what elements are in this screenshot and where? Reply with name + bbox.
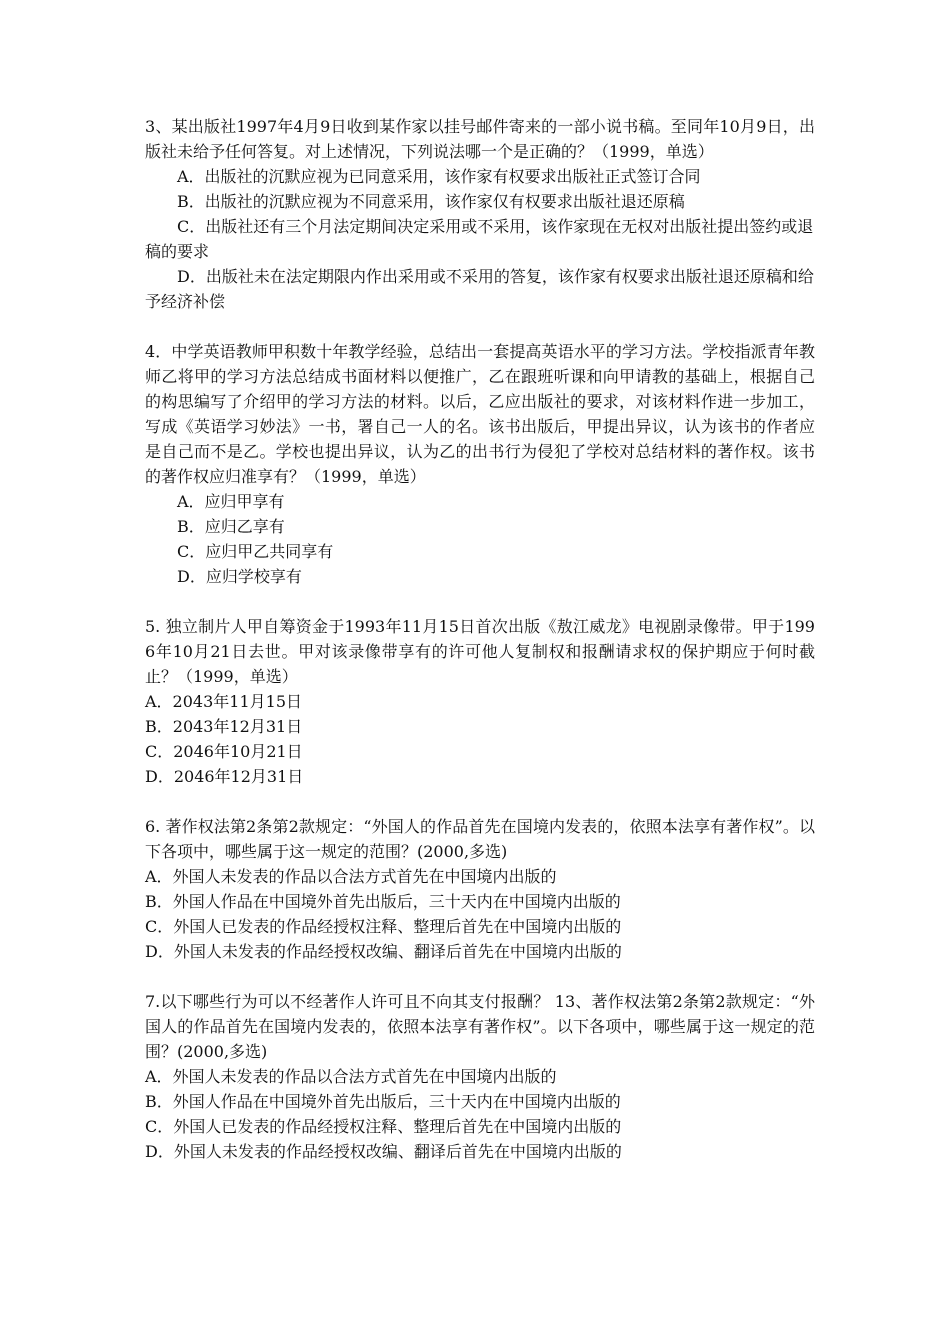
option-d: D．2046年12月31日 bbox=[145, 767, 304, 786]
option-a: A．应归甲享有 bbox=[177, 492, 285, 511]
option-a: A．外国人未发表的作品以合法方式首先在中国境内出版的 bbox=[145, 867, 557, 886]
question-6 bbox=[145, 814, 815, 964]
option-c: C．出版社还有三个月法定期间决定采用或不采用，该作家现在无权对出版社提出签约或退稿的要求 bbox=[145, 217, 814, 261]
option-b: B．应归乙享有 bbox=[177, 517, 285, 536]
document-body bbox=[145, 114, 815, 1189]
question-5 bbox=[145, 614, 815, 789]
question-3 bbox=[145, 114, 815, 314]
option-d: D．出版社未在法定期限内作出采用或不采用的答复，该作家有权要求出版社退还原稿和给予经济补偿 bbox=[145, 267, 814, 311]
question-stem: 6. 著作权法第2条第2款规定：“外国人的作品首先在国境内发表的，依照本法享有著作权”。以下各项中，哪些属于这一规定的范围？(2000,多选) bbox=[145, 817, 815, 861]
question-stem: 4．中学英语教师甲积数十年教学经验，总结出一套提高英语水平的学习方法。学校指派青年教师乙将甲的学习方法总结成书面材料以便推广，乙在跟班听课和向甲请教的基础上，根据自己的构思编写了介绍甲的学习方法的材料。以后，乙应出版社的要求，对该材料作进一步加工，写成《英语学习妙法》一书，署自己一人的名。该书出版后，甲提出异议，认为该书的作者应是自己而不是乙。学校也提出异议，认为乙的出书行为侵犯了学校对总结材料的著作权。该书的著作权应归准享有？（1999，单选） bbox=[145, 342, 815, 486]
option-c: C．外国人已发表的作品经授权注释、整理后首先在中国境内出版的 bbox=[145, 1117, 622, 1136]
option-c: C．外国人已发表的作品经授权注释、整理后首先在中国境内出版的 bbox=[145, 917, 622, 936]
option-a: A．2043年11月15日 bbox=[145, 692, 302, 711]
question-stem: 7.以下哪些行为可以不经著作人许可且不向其支付报酬？ 13、著作权法第2条第2款规定：“外国人的作品首先在国境内发表的，依照本法享有著作权”。以下各项中，哪些属于这一规定的范围？(2000,多选) bbox=[145, 992, 815, 1061]
option-d: D．应归学校享有 bbox=[177, 567, 302, 586]
option-a: A．出版社的沉默应视为已同意采用，该作家有权要求出版社正式签订合同 bbox=[177, 167, 701, 186]
option-b: B．外国人作品在中国境外首先出版后，三十天内在中国境内出版的 bbox=[145, 1092, 621, 1111]
question-4 bbox=[145, 339, 815, 589]
option-a: A．外国人未发表的作品以合法方式首先在中国境内出版的 bbox=[145, 1067, 557, 1086]
option-c: C．应归甲乙共同享有 bbox=[177, 542, 334, 561]
option-c: C．2046年10月21日 bbox=[145, 742, 303, 761]
question-7 bbox=[145, 989, 815, 1164]
option-d: D．外国人未发表的作品经授权改编、翻译后首先在中国境内出版的 bbox=[145, 1142, 622, 1161]
option-d: D．外国人未发表的作品经授权改编、翻译后首先在中国境内出版的 bbox=[145, 942, 622, 961]
option-b: B．2043年12月31日 bbox=[145, 717, 303, 736]
question-stem: 5. 独立制片人甲自筹资金于1993年11月15日首次出版《敖江威龙》电视剧录像带。甲于1996年10月21日去世。甲对该录像带享有的许可他人复制权和报酬请求权的保护期应于何时截止？（1999，单选） bbox=[145, 617, 815, 686]
question-stem: 3、某出版社1997年4月9日收到某作家以挂号邮件寄来的一部小说书稿。至同年10月9日，出版社未给予任何答复。对上述情况，下列说法哪一个是正确的？（1999，单选） bbox=[145, 117, 815, 161]
option-b: B．出版社的沉默应视为不同意采用，该作家仅有权要求出版社退还原稿 bbox=[177, 192, 685, 211]
option-b: B．外国人作品在中国境外首先出版后，三十天内在中国境内出版的 bbox=[145, 892, 621, 911]
